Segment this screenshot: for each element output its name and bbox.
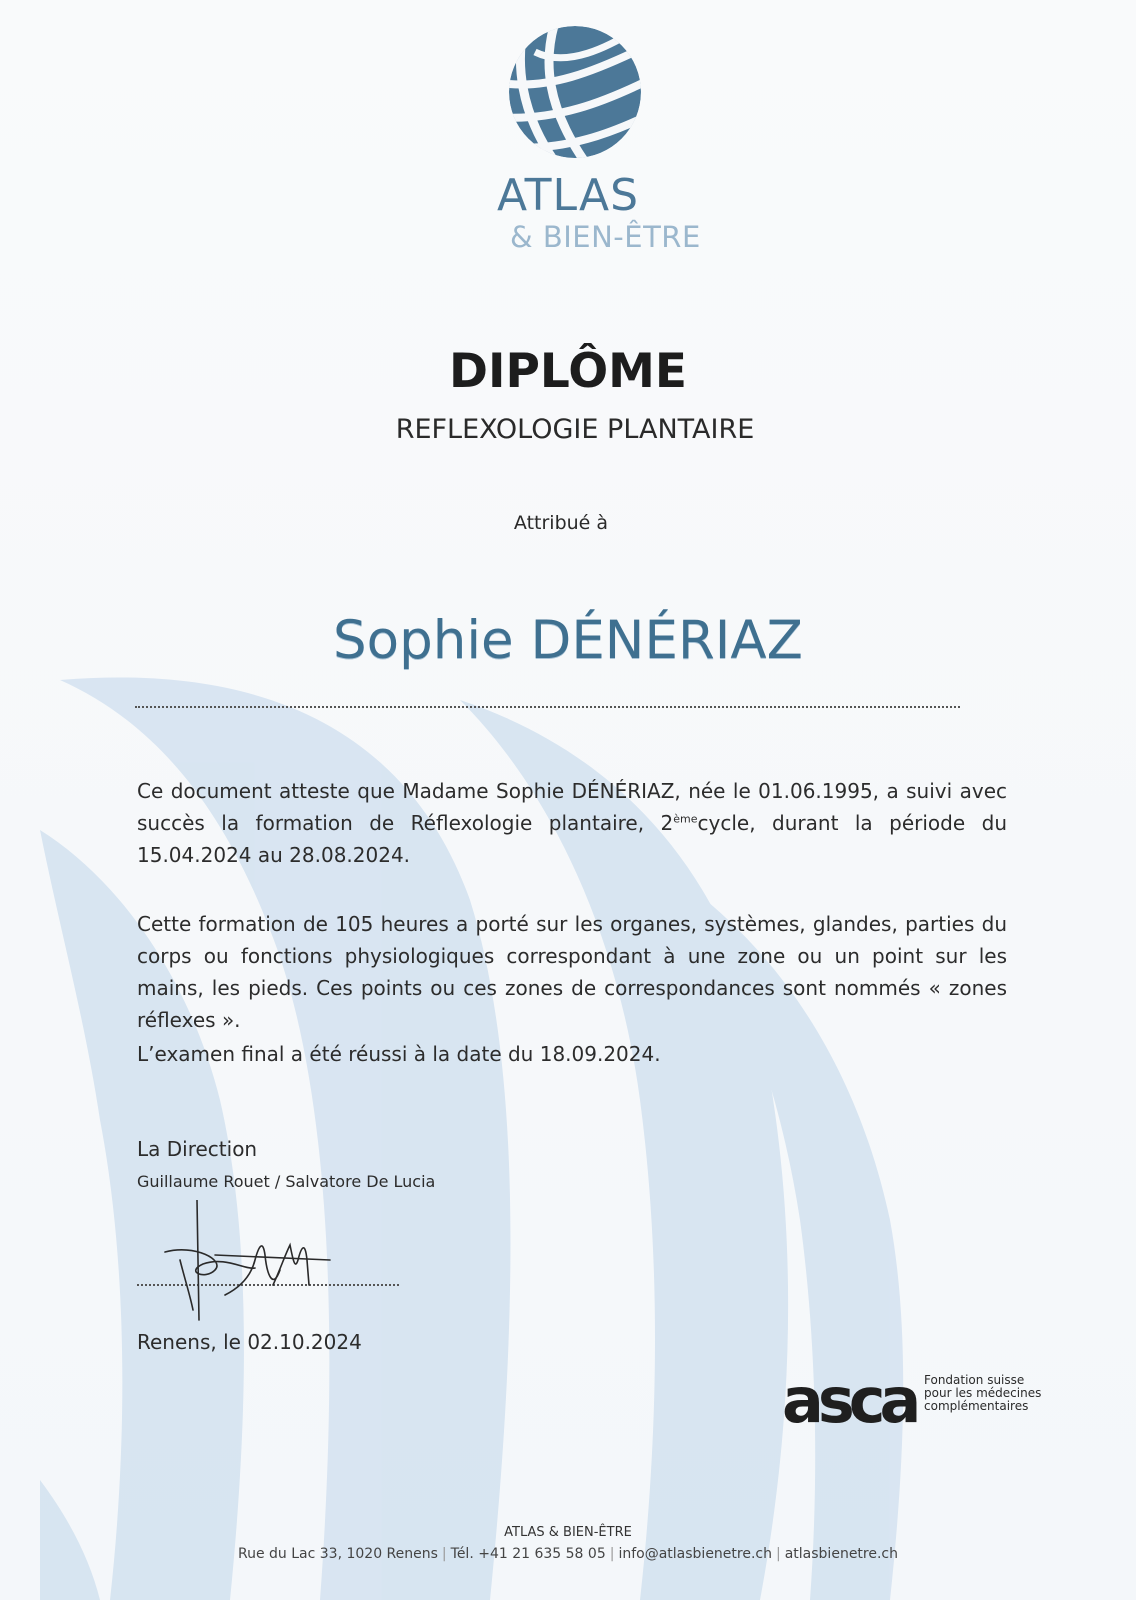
paragraph-attestation — [137, 775, 1007, 871]
diploma-subtitle: REFLEXOLOGIE PLANTAIRE — [395, 414, 755, 445]
atlas-sphere-logo-icon — [505, 22, 645, 162]
brand-tagline: & BIEN-ÊTRE — [510, 220, 701, 254]
attributed-label: Attribué à — [513, 512, 609, 534]
asca-description — [924, 1374, 1041, 1413]
dotted-divider — [135, 706, 960, 708]
footer-contact — [0, 1546, 1136, 1562]
asca-logo: asca — [782, 1364, 916, 1437]
separator: | — [441, 1546, 447, 1562]
asca-line: Fondation suisse — [924, 1373, 1025, 1387]
asca-line: pour les médecines — [924, 1386, 1042, 1400]
diploma-title: DIPLÔME — [448, 344, 688, 399]
separator: | — [776, 1546, 781, 1562]
paragraph-exam: L’examen final a été réussi à la date du 18.09.2024. — [137, 1042, 661, 1066]
footer-phone: Tél. +41 21 635 58 05 — [450, 1546, 606, 1562]
footer-address: Rue du Lac 33, 1020 Renens — [237, 1546, 438, 1562]
separator: | — [609, 1546, 615, 1562]
handwritten-signature — [155, 1200, 385, 1330]
asca-line: complémentaires — [924, 1399, 1029, 1413]
attestation-text-b: cycle, durant la période du 15.04.2024 au 28.08.2024. — [137, 811, 1007, 867]
recipient-name: Sophie DÉNÉRIAZ — [333, 610, 803, 671]
place-date: Renens, le 02.10.2024 — [137, 1330, 362, 1354]
paragraph-training: Cette formation de 105 heures a porté sur les organes, systèmes, glandes, parties du corps ou fonctions physiologiques correspondant à une zone ou un point sur les mains, les pieds. Ces points ou ces zones de correspondances sont nommés « zones réflexes ». — [137, 912, 1007, 1032]
attestation-superscript: ème — [673, 812, 698, 826]
brand-name: ATLAS — [496, 170, 640, 221]
footer-website: atlasbienetre.ch — [784, 1546, 898, 1562]
director-names: Guillaume Rouet / Salvatore De Lucia — [137, 1172, 436, 1191]
direction-heading: La Direction — [137, 1137, 258, 1161]
attestation-text-a: Ce document atteste que Madame Sophie DÉNÉRIAZ, née le 01.06.1995, a suivi avec succès la formation de Réflexologie plantaire, 2 — [137, 779, 1007, 835]
footer-email: info@atlasbienetre.ch — [618, 1546, 772, 1562]
footer-brand: ATLAS & BIEN-ÊTRE — [504, 1525, 632, 1540]
